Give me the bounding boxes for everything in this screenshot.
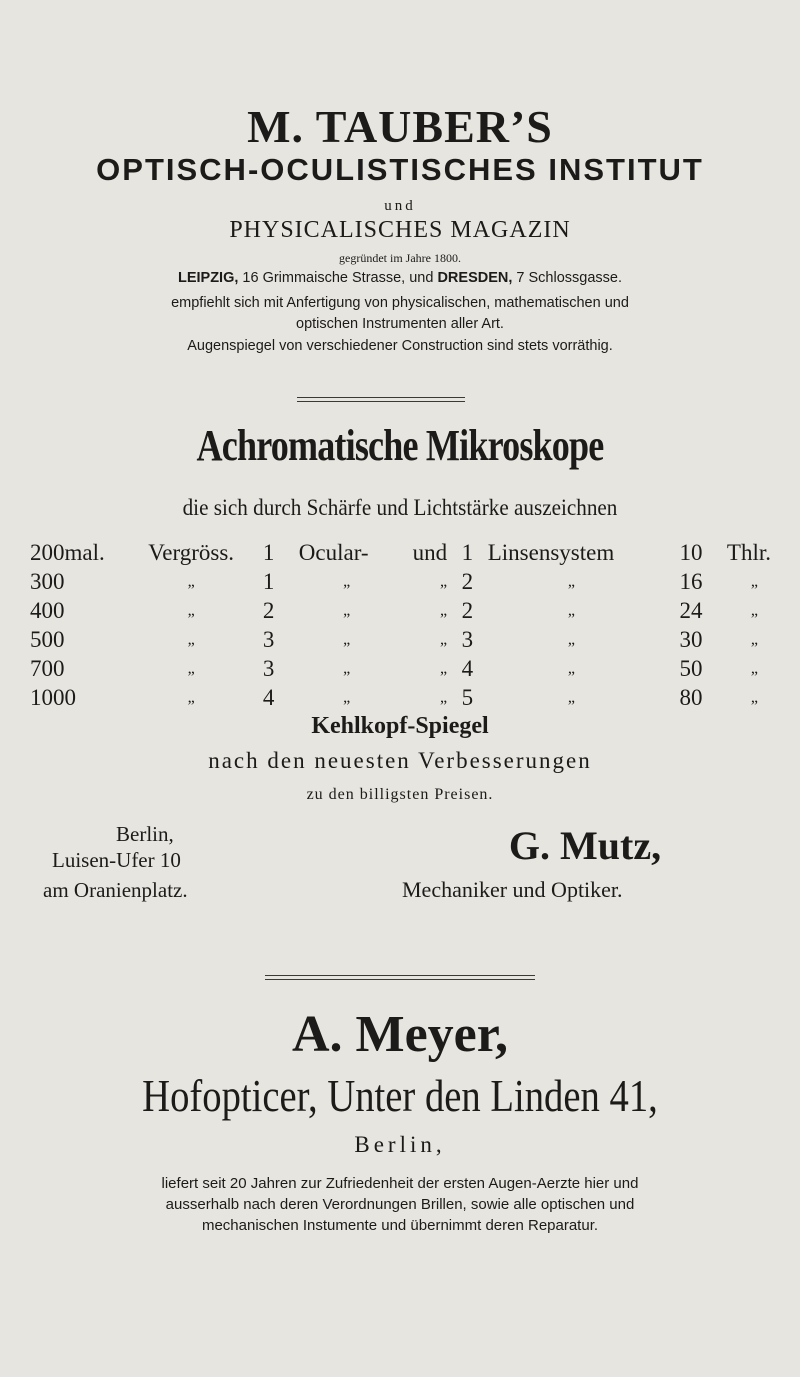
mutz-place: am Oranienplatz. [43, 878, 188, 902]
label-vergroess: Vergröss. [148, 539, 235, 565]
table-row [30, 596, 782, 625]
ditto-mark: „ [187, 572, 195, 590]
divider [265, 975, 535, 980]
table-row [30, 567, 782, 596]
ditto-mark: „ [439, 688, 448, 706]
ditto-mark: „ [750, 630, 759, 648]
magnification-cell: 200mal. [30, 539, 105, 565]
oculars-cell: 1 [262, 539, 275, 565]
meyer-text-line: mechanischen Instumente und übernimmt deren Reparatur. [201, 1217, 599, 1234]
magnification-cell: 700 [30, 655, 65, 681]
kehlkopf-title: Kehlkopf-Spiegel [311, 713, 489, 739]
magnification-cell: 500 [30, 626, 65, 652]
oculars-cell: 2 [262, 597, 275, 623]
magnification-cell: 1000 [30, 684, 76, 710]
table-row [30, 654, 782, 683]
ditto-mark: „ [343, 572, 351, 590]
ditto-mark: „ [567, 601, 575, 619]
mikroskope-subtitle: die sich durch Schärfe und Lichtstärke auszeichnen [182, 495, 618, 520]
tauber-intro-line: Augenspiegel von verschiedener Construction sind stets vorräthig. [187, 338, 613, 354]
meyer-city: Berlin, [354, 1132, 446, 1157]
ditto-mark: „ [187, 601, 195, 619]
meyer-text-line: ausserhalb nach deren Verordnungen Brillen, sowie alle optischen und [165, 1196, 635, 1213]
tauber-intro-line: empfiehlt sich mit Anfertigung von physicalischen, mathematischen und [171, 295, 629, 311]
ditto-mark: „ [750, 659, 759, 677]
label-linsensystem: Linsensystem [487, 539, 615, 565]
oculars-cell: 1 [262, 568, 275, 594]
kehlkopf-subtitle: nach den neuesten Verbesserungen [208, 748, 592, 773]
magnification-cell: 400 [30, 597, 65, 623]
kehlkopf-prices: zu den billigsten Preisen. [306, 786, 494, 803]
ditto-mark: „ [187, 688, 195, 706]
lenses-cell: 5 [461, 684, 474, 710]
meyer-name: A. Meyer, [291, 1006, 509, 1063]
ditto-mark: „ [439, 659, 448, 677]
price-cell: 10 [679, 539, 703, 565]
oculars-cell: 4 [262, 684, 275, 710]
tauber-und: und [384, 198, 416, 214]
ditto-mark: „ [187, 630, 195, 648]
tauber-address [0, 270, 800, 286]
lenses-cell: 2 [461, 597, 474, 623]
label-und: und [412, 539, 448, 565]
ditto-mark: „ [750, 572, 759, 590]
oculars-cell: 3 [262, 626, 275, 652]
lenses-cell: 4 [461, 655, 474, 681]
table-row [30, 625, 782, 654]
ditto-mark: „ [439, 572, 448, 590]
price-cell: 80 [679, 684, 703, 710]
meyer-address: Hofopticer, Unter den Linden 41, [142, 1070, 658, 1121]
magnification-cell: 300 [30, 568, 65, 594]
price-cell: 30 [679, 626, 703, 652]
tauber-magazin: PHYSICALISCHES MAGAZIN [229, 217, 571, 243]
label-currency: Thlr. [726, 539, 772, 565]
ditto-mark: „ [567, 572, 575, 590]
ditto-mark: „ [567, 630, 575, 648]
lenses-cell: 2 [461, 568, 474, 594]
price-cell: 50 [679, 655, 703, 681]
ditto-mark: „ [343, 630, 351, 648]
mutz-street: Luisen-Ufer 10 [52, 848, 181, 872]
ditto-mark: „ [343, 659, 351, 677]
tauber-intro-line: optischen Instrumenten aller Art. [296, 316, 504, 332]
ditto-mark: „ [750, 601, 759, 619]
address-dresden: DRESDEN, [437, 270, 513, 286]
meyer-text-line: liefert seit 20 Jahren zur Zufriedenheit der ersten Augen-Aerzte hier und [161, 1175, 639, 1192]
ditto-mark: „ [439, 630, 448, 648]
address-dresden-street: 7 Schlossgasse. [512, 270, 623, 286]
ditto-mark: „ [750, 688, 759, 706]
table-header-row [30, 538, 782, 567]
ditto-mark: „ [567, 688, 575, 706]
ditto-mark: „ [187, 659, 195, 677]
ditto-mark: „ [439, 601, 448, 619]
price-cell: 24 [679, 597, 703, 623]
address-leipzig: LEIPZIG, [177, 270, 239, 286]
tauber-title: M. TAUBER’S [247, 101, 553, 152]
mutz-city: Berlin, [116, 822, 174, 846]
address-leipzig-street: 16 Grimmaische Strasse, und [238, 270, 438, 286]
lenses-cell: 1 [461, 539, 474, 565]
oculars-cell: 3 [262, 655, 275, 681]
mikroskope-title: Achromatische Mikroskope [196, 421, 604, 470]
ditto-mark: „ [567, 659, 575, 677]
tauber-subtitle: OPTISCH-OCULISTISCHES INSTITUT [96, 152, 704, 187]
lenses-cell: 3 [461, 626, 474, 652]
ditto-mark: „ [343, 688, 351, 706]
table-row [30, 683, 782, 712]
ditto-mark: „ [343, 601, 351, 619]
mutz-profession: Mechaniker und Optiker. [402, 877, 623, 902]
label-ocular: Ocular- [298, 539, 369, 565]
mutz-name: G. Mutz, [508, 823, 662, 868]
price-cell: 16 [679, 568, 703, 594]
tauber-founded: gegründet im Jahre 1800. [339, 251, 461, 265]
price-table [30, 538, 782, 712]
divider [297, 397, 465, 402]
